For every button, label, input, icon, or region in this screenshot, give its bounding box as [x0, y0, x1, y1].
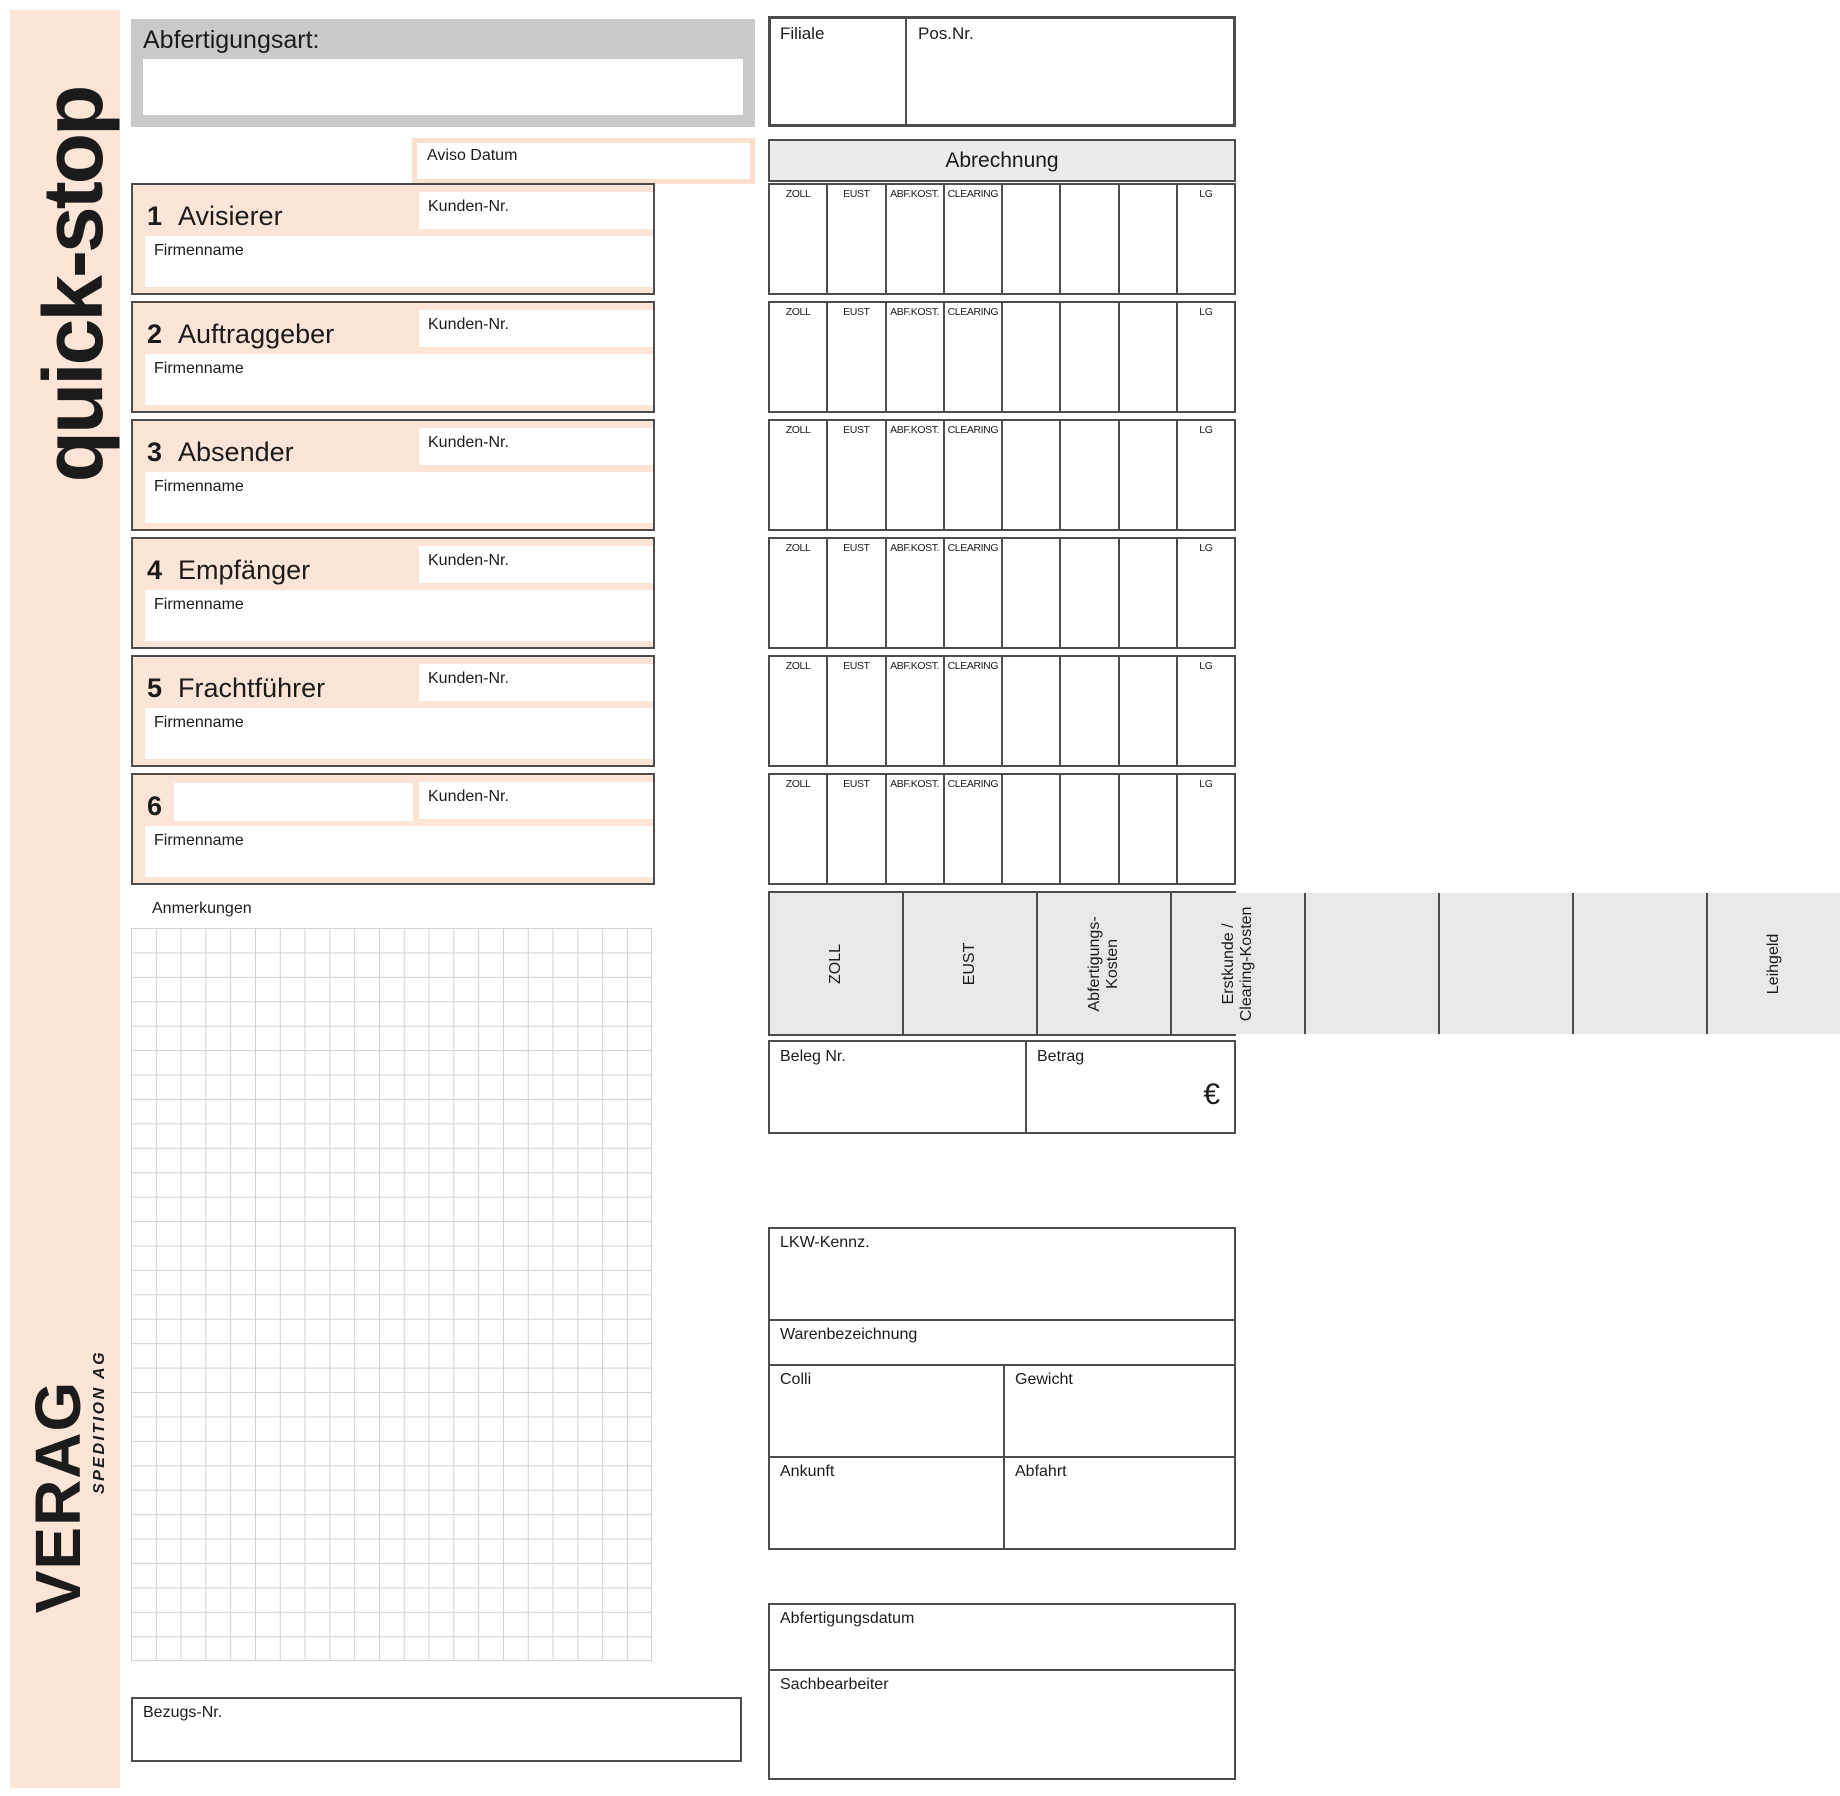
firmenname-field[interactable] — [145, 354, 653, 405]
abrechnung-cell[interactable]: ABF.KOST. — [885, 657, 943, 765]
kunden-nr-label: Kunden-Nr. — [428, 434, 509, 451]
euro-symbol: € — [1203, 1078, 1220, 1111]
aviso-datum-label: Aviso Datum — [427, 147, 518, 164]
abfertigungsart-label: Abfertigungsart: — [143, 26, 320, 54]
kunden-nr-field[interactable] — [419, 310, 653, 347]
processing-box — [768, 1603, 1236, 1780]
filiale-field[interactable]: Filiale — [771, 19, 907, 124]
footer-cell-empty — [1304, 893, 1438, 1034]
aviso-datum-field[interactable] — [412, 138, 755, 184]
firmenname-label: Firmenname — [154, 714, 244, 731]
abrechnung-cell[interactable]: ZOLL — [785, 542, 811, 554]
beleg-nr-field[interactable]: Beleg Nr. — [770, 1042, 1027, 1132]
footer-cell-zoll — [770, 893, 902, 1034]
firmenname-label: Firmenname — [154, 596, 244, 613]
abrechnung-cell[interactable] — [1059, 657, 1117, 765]
firmenname-field[interactable] — [145, 826, 653, 877]
abrechnung-cell[interactable] — [1001, 303, 1059, 411]
footer-cell-eust — [902, 893, 1036, 1034]
footer-label: EUST — [961, 942, 979, 985]
firmenname-field[interactable] — [145, 708, 653, 759]
abrechnung-cell[interactable]: EUST — [826, 775, 884, 883]
party-section-custom — [131, 773, 655, 885]
party-section-empfaenger — [131, 537, 655, 649]
abrechnung-cell[interactable] — [1059, 539, 1117, 647]
abrechnung-cell[interactable]: ABF.KOST. — [885, 775, 943, 883]
kunden-nr-field[interactable] — [419, 782, 653, 819]
abfahrt-label: Abfahrt — [1015, 1463, 1067, 1480]
abrechnung-row-3 — [768, 419, 1236, 531]
firmenname-label: Firmenname — [154, 242, 244, 259]
firmenname-label: Firmenname — [154, 832, 244, 849]
party-number: 2 — [147, 319, 163, 349]
abrechnung-cell[interactable]: CLEARING — [943, 303, 1001, 411]
party-number: 5 — [147, 673, 163, 703]
abrechnung-cell[interactable]: LG — [1176, 303, 1234, 411]
firmenname-field[interactable] — [145, 472, 653, 523]
colli-field[interactable] — [770, 1366, 1005, 1456]
abrechnung-cell[interactable] — [1118, 303, 1176, 411]
abrechnung-cell[interactable]: ZOLL — [785, 778, 811, 790]
abrechnung-row-2 — [768, 301, 1236, 413]
party-number: 6 — [147, 791, 163, 821]
lkw-kennz-label: LKW-Kennz. — [780, 1234, 870, 1251]
kunden-nr-label: Kunden-Nr. — [428, 670, 509, 687]
abfertigungsart-input[interactable] — [143, 59, 743, 115]
abrechnung-cell[interactable] — [1001, 421, 1059, 529]
party-role-label: Auftraggeber — [178, 319, 335, 349]
party-number: 3 — [147, 437, 163, 467]
abrechnung-cell[interactable] — [1118, 657, 1176, 765]
firmenname-label: Firmenname — [154, 478, 244, 495]
abrechnung-cell[interactable] — [1059, 421, 1117, 529]
abrechnung-cell[interactable] — [1118, 421, 1176, 529]
party-section-avisierer — [131, 183, 655, 295]
sachbearbeiter-field[interactable] — [770, 1671, 1234, 1780]
ankunft-label: Ankunft — [780, 1463, 835, 1480]
kunden-nr-label: Kunden-Nr. — [428, 552, 509, 569]
abfertigungsart-block — [131, 19, 755, 127]
footer-label: Abfertigungs-Kosten — [1086, 915, 1121, 1012]
abrechnung-footer — [768, 891, 1783, 1036]
custom-role-field[interactable] — [174, 783, 413, 821]
footer-cell-empty — [1438, 893, 1572, 1034]
abrechnung-cell[interactable]: CLEARING — [943, 421, 1001, 529]
gewicht-label: Gewicht — [1015, 1371, 1073, 1388]
party-number: 4 — [147, 555, 163, 585]
abrechnung-cell[interactable]: EUST — [826, 539, 884, 647]
abrechnung-cell[interactable]: ZOLL — [785, 306, 811, 318]
abrechnung-cell[interactable]: ABF.KOST. — [885, 421, 943, 529]
company-logo: VERAG — [22, 1380, 94, 1614]
abrechnung-cell[interactable] — [1059, 775, 1117, 883]
company-subtitle: SPEDITION AG — [91, 1349, 108, 1495]
party-role-label: Empfänger — [178, 555, 311, 585]
abrechnung-cell[interactable]: CLEARING — [943, 657, 1001, 765]
betrag-field[interactable] — [1027, 1042, 1234, 1132]
abrechnung-cell[interactable]: LG — [1176, 421, 1234, 529]
abrechnung-cell[interactable]: EUST — [826, 657, 884, 765]
abrechnung-cell[interactable]: ABF.KOST. — [885, 185, 943, 293]
beleg-betrag-box — [768, 1040, 1236, 1134]
abrechnung-cell[interactable]: LG — [1176, 539, 1234, 647]
gewicht-field[interactable] — [1005, 1366, 1234, 1456]
product-logo: quick-stop — [26, 87, 120, 483]
colli-label: Colli — [780, 1371, 812, 1388]
footer-label: Erstkunde / Clearing-Kosten — [1220, 906, 1255, 1021]
warenbezeichnung-label: Warenbezeichnung — [780, 1326, 918, 1343]
kunden-nr-label: Kunden-Nr. — [428, 198, 509, 215]
footer-cell-clearingkosten — [1170, 893, 1304, 1034]
abrechnung-cell[interactable] — [1118, 185, 1176, 293]
firmenname-label: Firmenname — [154, 360, 244, 377]
party-section-auftraggeber — [131, 301, 655, 413]
abfertigungsdatum-label: Abfertigungsdatum — [780, 1610, 915, 1627]
abrechnung-cell[interactable]: CLEARING — [943, 539, 1001, 647]
abrechnung-cell[interactable]: ABF.KOST. — [885, 539, 943, 647]
betrag-label: Betrag — [1037, 1048, 1085, 1065]
abrechnung-cell[interactable]: LG — [1176, 657, 1234, 765]
warenbezeichnung-field[interactable] — [770, 1319, 1234, 1364]
footer-label: ZOLL — [827, 943, 845, 984]
sidebar-brand-strip — [10, 10, 120, 1788]
ankunft-field[interactable] — [770, 1458, 1005, 1548]
abrechnung-cell[interactable]: ZOLL — [785, 424, 811, 436]
abrechnung-cell[interactable] — [1001, 539, 1059, 647]
abrechnung-row-4 — [768, 537, 1236, 649]
abrechnung-cell[interactable]: ZOLL — [785, 660, 811, 672]
footer-label: Leihgeld — [1765, 933, 1783, 994]
abrechnung-row-5 — [768, 655, 1236, 767]
kunden-nr-field[interactable] — [419, 546, 653, 583]
abrechnung-row-1 — [768, 183, 1236, 295]
lkw-kennz-field[interactable] — [770, 1229, 1234, 1319]
abrechnung-cell[interactable]: CLEARING — [943, 185, 1001, 293]
colli-gewicht-row — [770, 1364, 1234, 1456]
abrechnung-cell[interactable]: LG — [1176, 185, 1234, 293]
abrechnung-cell[interactable]: EUST — [826, 303, 884, 411]
abrechnung-cell[interactable] — [1118, 539, 1176, 647]
kunden-nr-label: Kunden-Nr. — [428, 788, 509, 805]
anmerkungen-label: Anmerkungen — [152, 900, 252, 917]
abrechnung-cell[interactable]: ABF.KOST. — [885, 303, 943, 411]
abrechnung-cell[interactable] — [1059, 303, 1117, 411]
shipment-box — [768, 1227, 1236, 1550]
abrechnung-cell[interactable]: CLEARING — [943, 775, 1001, 883]
abrechnung-cell[interactable]: EUST — [826, 421, 884, 529]
party-role-label: Avisierer — [178, 201, 283, 231]
party-number: 1 — [147, 201, 163, 231]
abrechnung-cell[interactable]: ZOLL — [785, 188, 811, 200]
party-section-absender — [131, 419, 655, 531]
abfertigungsdatum-field[interactable] — [770, 1605, 1234, 1671]
footer-cell-abfertigungskosten — [1036, 893, 1170, 1034]
bezugs-nr-field[interactable] — [131, 1697, 742, 1762]
kunden-nr-label: Kunden-Nr. — [428, 316, 509, 333]
firmenname-field[interactable] — [145, 590, 653, 641]
abfahrt-field[interactable] — [1005, 1458, 1234, 1548]
party-role-label: Frachtführer — [178, 673, 326, 703]
abrechnung-cell[interactable]: LG — [1176, 775, 1234, 883]
bezugs-nr-label: Bezugs-Nr. — [143, 1704, 223, 1721]
abrechnung-cell[interactable] — [1001, 657, 1059, 765]
footer-cell-leihgeld — [1706, 893, 1840, 1034]
abrechnung-cell[interactable] — [1001, 185, 1059, 293]
kunden-nr-field[interactable] — [419, 664, 653, 701]
anmerkungen-grid[interactable] — [131, 928, 652, 1661]
abrechnung-cell[interactable]: EUST — [826, 185, 884, 293]
kunden-nr-field[interactable] — [419, 428, 653, 465]
abrechnung-row-6 — [768, 773, 1236, 885]
sachbearbeiter-label: Sachbearbeiter — [780, 1676, 889, 1693]
party-role-label: Absender — [178, 437, 294, 467]
footer-cell-empty — [1572, 893, 1706, 1034]
firmenname-field[interactable] — [145, 236, 653, 287]
abrechnung-cell[interactable] — [1001, 775, 1059, 883]
abrechnung-cell[interactable] — [1118, 775, 1176, 883]
abrechnung-header: Abrechnung — [768, 139, 1236, 182]
pos-nr-field[interactable]: Pos.Nr. — [918, 24, 974, 43]
filiale-posnr-box — [768, 16, 1236, 127]
abrechnung-cell[interactable] — [1059, 185, 1117, 293]
party-section-frachtfuehrer — [131, 655, 655, 767]
ankunft-abfahrt-row — [770, 1456, 1234, 1548]
kunden-nr-field[interactable] — [419, 192, 653, 229]
